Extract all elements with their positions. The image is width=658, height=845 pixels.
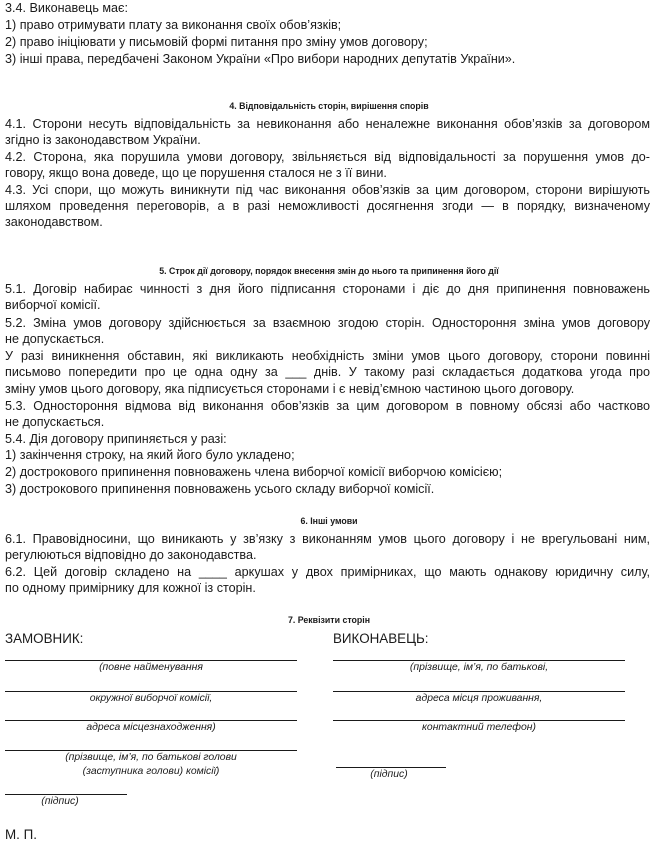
clause-4-2-line-1: 4.2. Сторона, яка порушила умови договору, звільняється від відповідальності за порушення умов до- <box>5 150 650 164</box>
customer-name-caption: (повне найменування <box>99 662 203 673</box>
clause-5-3-line-2: не допускається. <box>5 415 105 429</box>
section-5-title: 5. Строк дії договору, порядок внесення змін до нього та припинення його дії <box>159 266 499 276</box>
clause-6-2-line-1: 6.2. Цей договір складено на ____ аркушах у двох примірниках, що мають однакову юридичну силу, <box>5 565 650 579</box>
contractor-address-caption: адреса місця проживання, <box>415 693 543 704</box>
contractor-label: ВИКОНАВЕЦЬ: <box>333 631 429 646</box>
clause-5-1-line-2: виборчої комісії. <box>5 298 101 312</box>
contractor-phone-caption: контактний телефон) <box>422 722 536 733</box>
clause-4-3-line-3: законодавством. <box>5 215 103 229</box>
clause-5-2-line-1: 5.2. Зміна умов договору здійснюється за взаємною згодою сторін. Одностороння зміна умов договору <box>5 316 650 330</box>
customer-signature-caption: (підпис) <box>41 796 79 807</box>
customer-head-caption-2: (заступника голови) комісії) <box>82 766 220 777</box>
clause-5-1-line-1: 5.1. Договір набирає чинності з дня його підписання сторонами і діє до дня припинення повноважень <box>5 282 650 296</box>
clause-4-1-line-2: згідно із законодавством України. <box>5 133 201 147</box>
customer-commission-caption: окружної виборчої комісії, <box>89 693 213 704</box>
customer-label: ЗАМОВНИК: <box>5 631 84 646</box>
clause-4-1-line-1: 4.1. Сторони несуть відповідальність за невиконання або неналежне виконання обов’язків за договором <box>5 117 650 131</box>
clause-5-2-line-5: зміну умов цього договору, яка підписується сторонами і є невід’ємною частиною цього договору. <box>5 382 575 396</box>
clause-3-4-item-1: 1) право отримувати плату за виконання своїх обов’язків; <box>5 18 342 32</box>
clause-3-4-item-2: 2) право ініціювати у письмовій формі питання про зміну умов договору; <box>5 35 428 49</box>
customer-head-caption-1: (прізвище, ім’я, по батькові голови <box>65 752 237 763</box>
clause-5-4-item-1: 1) закінчення строку, на який його було укладено; <box>5 448 295 462</box>
section-6-title: 6. Інші умови <box>300 516 358 526</box>
clause-5-4-item-2: 2) дострокового припинення повноважень члена виборчої комісії виборчою комісією; <box>5 465 503 479</box>
clause-5-4-item-3: 3) дострокового припинення повноважень усього складу виборчої комісії. <box>5 482 435 496</box>
clause-6-1-line-2: регулюються відповідно до законодавства. <box>5 548 257 562</box>
clause-4-3-line-2: шляхом проведення переговорів, а в разі неможливості досягнення згоди — в порядку, визначеному <box>5 199 650 213</box>
clause-6-1-line-1: 6.1. Правовідносини, що виникають у зв’язку з виконанням умов цього договору і не врегульовані ним, <box>5 532 650 546</box>
clause-5-3-line-1: 5.3. Одностороння відмова від виконання обов’язків за цим договором в повному обсязі або частково <box>5 399 650 413</box>
clause-5-2-line-2: не допускається. <box>5 332 105 346</box>
section-4-title: 4. Відповідальність сторін, вирішення спорів <box>229 101 429 111</box>
section-7-title: 7. Реквізити сторін <box>287 615 371 625</box>
clause-4-2-line-2: говору, якщо вона доведе, що це порушення сталося не з її вини. <box>5 166 387 180</box>
clause-3-4: 3.4. Виконавець має: <box>5 1 128 15</box>
seal-placeholder: М. П. <box>5 827 37 842</box>
clause-5-4: 5.4. Дія договору припиняється у разі: <box>5 432 227 446</box>
contractor-signature-caption: (підпис) <box>370 769 408 780</box>
contractor-name-caption: (прізвище, ім’я, по батькові, <box>409 662 549 673</box>
clause-3-4-item-3: 3) інші права, передбачені Законом України «Про вибори народних депутатів України». <box>5 52 516 66</box>
customer-address-caption: адреса місцезнаходження) <box>86 722 216 733</box>
clause-4-3-line-1: 4.3. Усі спори, що можуть виникнути під час виконання обов’язків за цим договором, сторони вирішують <box>5 183 650 197</box>
clause-6-2-line-2: по одному примірнику для кожної із сторін. <box>5 581 256 595</box>
clause-5-2-line-3: У разі виникнення обставин, які викликають необхідність зміни умов цього договору, сторони повинні <box>5 349 650 363</box>
clause-5-2-line-4: письмово попередити про це одна одну за ___ днів. У такому разі складається додаткова угода про <box>5 365 650 379</box>
